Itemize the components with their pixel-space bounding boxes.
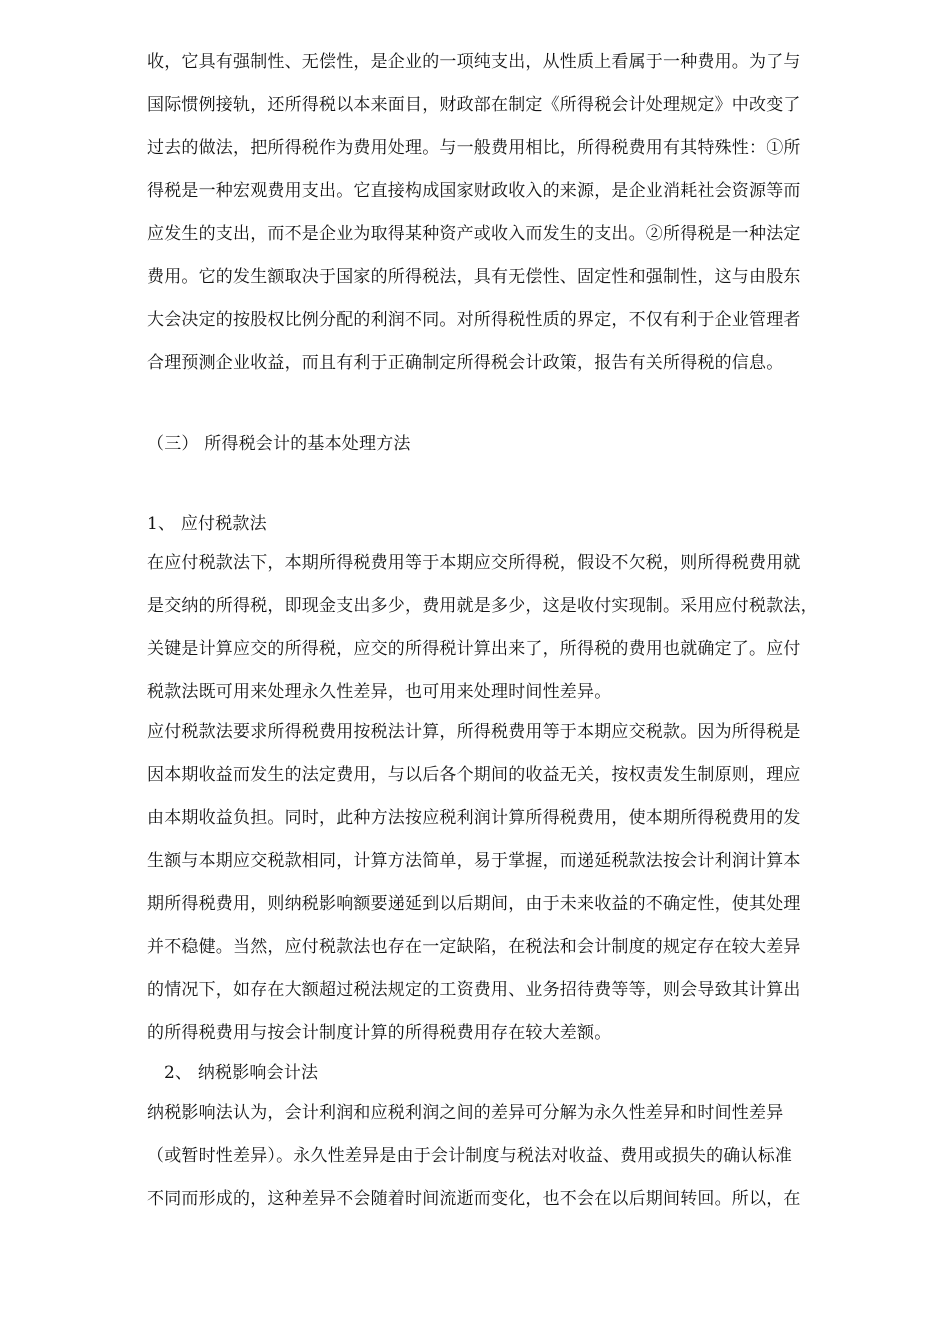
paragraph-line: 是交纳的所得税，即现金支出多少，费用就是多少，这是收付实现制。采用应付税款法， <box>147 596 818 616</box>
section-heading: （三） 所得税会计的基本处理方法 <box>147 434 411 454</box>
paragraph-line: （或暂时性差异）。永久性差异是由于会计制度与税法对收益、费用或损失的确认标准 <box>147 1146 793 1166</box>
paragraph-line: 费用。它的发生额取决于国家的所得税法，具有无偿性、固定性和强制性，这与由股东 <box>147 267 801 287</box>
paragraph-line: 生额与本期应交税款相同，计算方法简单，易于掌握，而递延税款法按会计利润计算本 <box>147 851 801 871</box>
paragraph-line: 由本期收益负担。同时，此种方法按应税利润计算所得税费用，使本期所得税费用的发 <box>147 808 801 828</box>
paragraph-line: 过去的做法，把所得税作为费用处理。与一般费用相比，所得税费用有其特殊性：①所 <box>147 138 801 158</box>
paragraph-line: 的情况下，如存在大额超过税法规定的工资费用、业务招待费等等，则会导致其计算出 <box>147 980 801 1000</box>
paragraph-line: 收，它具有强制性、无偿性，是企业的一项纯支出，从性质上看属于一种费用。为了与 <box>147 52 801 72</box>
paragraph-line: 的所得税费用与按会计制度计算的所得税费用存在较大差额。 <box>147 1023 612 1043</box>
paragraph-line: 大会决定的按股权比例分配的利润不同。对所得税性质的界定，不仅有利于企业管理者 <box>147 310 801 330</box>
paragraph-line: 应发生的支出，而不是企业为取得某种资产或收入而发生的支出。②所得税是一种法定 <box>147 224 801 244</box>
paragraph-line: 国际惯例接轨，还所得税以本来面目，财政部在制定《所得税会计处理规定》中改变了 <box>147 95 801 115</box>
paragraph-line: 在应付税款法下，本期所得税费用等于本期应交所得税，假设不欠税，则所得税费用就 <box>147 553 801 573</box>
paragraph-line: 关键是计算应交的所得税，应交的所得税计算出来了，所得税的费用也就确定了。应付 <box>147 639 801 659</box>
subsection-heading: 1、 应付税款法 <box>147 514 267 534</box>
paragraph-line: 并不稳健。当然，应付税款法也存在一定缺陷，在税法和会计制度的规定存在较大差异 <box>147 937 801 957</box>
paragraph-line: 得税是一种宏观费用支出。它直接构成国家财政收入的来源，是企业消耗社会资源等而 <box>147 181 801 201</box>
paragraph-line: 不同而形成的，这种差异不会随着时间流逝而变化，也不会在以后期间转回。所以，在 <box>147 1189 801 1209</box>
paragraph-line: 期所得税费用，则纳税影响额要递延到以后期间，由于未来收益的不确定性，使其处理 <box>147 894 801 914</box>
paragraph-line: 纳税影响法认为，会计利润和应税利润之间的差异可分解为永久性差异和时间性差异 <box>147 1103 784 1123</box>
paragraph-line: 税款法既可用来处理永久性差异，也可用来处理时间性差异。 <box>147 682 612 702</box>
paragraph-line: 因本期收益而发生的法定费用，与以后各个期间的收益无关，按权责发生制原则，理应 <box>147 765 801 785</box>
paragraph-line: 应付税款法要求所得税费用按税法计算，所得税费用等于本期应交税款。因为所得税是 <box>147 722 801 742</box>
paragraph-line: 合理预测企业收益，而且有利于正确制定所得税会计政策，报告有关所得税的信息。 <box>147 353 784 373</box>
subsection-heading: 2、 纳税影响会计法 <box>164 1063 319 1083</box>
